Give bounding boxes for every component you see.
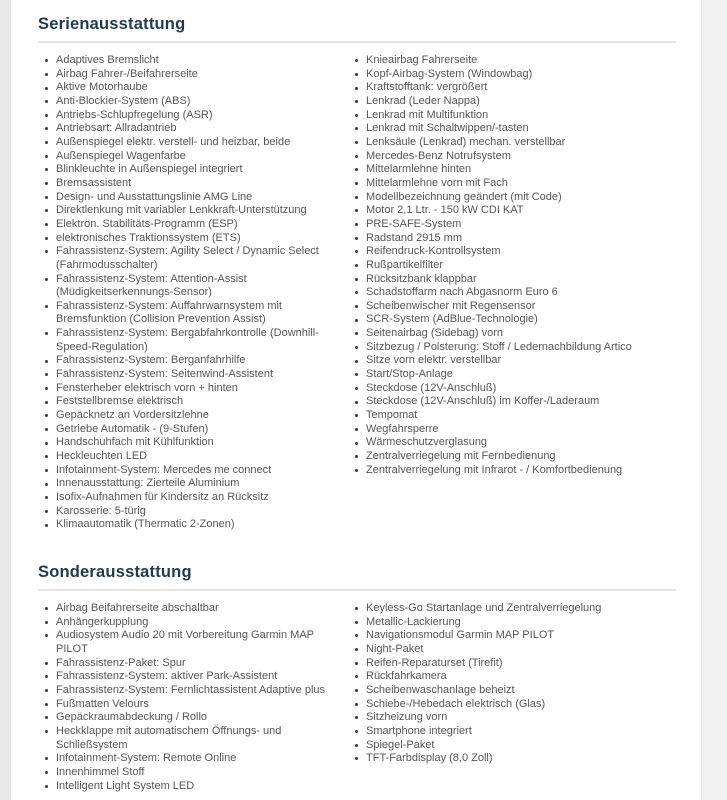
equipment-item-label: Handschuhfach mit Kühlfunktion [56,436,214,449]
bullet-icon [45,442,48,445]
equipment-item-label: Metallic-Lackierung [366,615,461,628]
bullet-icon [355,87,358,90]
bullet-icon [45,278,48,281]
equipment-item [348,450,676,464]
equipment-item-label: Zentralverriegelung mit Infrarot - / Komfortbedienung [366,463,623,476]
equipment-item [348,739,676,753]
bullet-icon [355,100,358,103]
bullet-icon [45,621,48,624]
equipment-item-label: Außenspiegel Wagenfarbe [56,149,186,162]
equipment-item [348,245,676,259]
equipment-item [38,150,348,164]
equipment-item-label: Heckklappe mit automatischem Öffnungs- und Schließsystem [56,724,282,751]
bullet-icon [355,223,358,226]
equipment-item-label: Gepäckraumabdeckung / Rollo [56,711,208,724]
equipment-item [348,191,676,205]
equipment-item [38,711,348,725]
equipment-item [38,54,348,68]
equipment-item [348,259,676,273]
equipment-item-label: Gepäcknetz an Vordersitzlehne [56,409,209,422]
equipment-item [348,136,676,150]
bullet-icon [355,237,358,240]
bullet-icon [355,703,358,706]
equipment-item [348,602,676,616]
equipment-item-label: Fahrassistenz-System: Fernlichtassistent Adaptive plus [56,683,326,696]
equipment-item [38,218,348,232]
bullet-icon [45,332,48,335]
bullet-icon [45,127,48,130]
equipment-item-label: Smartphone integriert [366,724,472,737]
equipment-item [348,327,676,341]
equipment-item-label: Anti-Blockier-System (ABS) [56,94,191,107]
bullet-icon [355,182,358,185]
equipment-item [348,629,676,643]
bullet-icon [355,757,358,760]
equipment-item [38,518,348,532]
bullet-icon [45,483,48,486]
bullet-icon [45,401,48,404]
bullet-icon [355,168,358,171]
equipment-item-label: Innenausstattung: Zierteile Aluminium [56,477,240,490]
equipment-item-label: Fensterheber elektrisch vorn + hinten [56,381,238,394]
bullet-icon [355,689,358,692]
equipment-item [38,629,348,656]
equipment-item [38,616,348,630]
equipment-item-label: Kraftstofftank: vergrößert [366,81,488,94]
bullet-icon [355,730,358,733]
equipment-item [348,423,676,437]
equipment-item [348,725,676,739]
equipment-item [38,68,348,82]
bullet-icon [45,428,48,431]
equipment-item-label: Reifen-Reparaturset (Tirefit) [366,656,503,669]
equipment-item-label: Fußmatten Velours [56,697,149,710]
equipment-item-label: Steckdose (12V-Anschluß) im Koffer-/Laderaum [366,395,600,408]
bullet-icon [45,59,48,62]
bullet-icon [355,414,358,417]
equipment-item-label: Fahrassistenz-System: Seitenwind-Assistent [56,368,274,381]
equipment-item-label: Start/Stop-Anlage [366,368,453,381]
section-divider [38,589,676,591]
equipment-columns [38,602,676,793]
equipment-item-label: Elektron. Stabilitäts-Programm (ESP) [56,217,238,230]
equipment-item-label: Antriebsart: Allradantrieb [56,122,177,135]
bullet-icon [355,114,358,117]
section-sonderausstattung [38,563,676,793]
bullet-icon [355,291,358,294]
equipment-item [38,698,348,712]
page-left-gutter [0,0,11,800]
equipment-item-label: Airbag Fahrer-/Beifahrerseite [56,67,198,80]
section-divider [38,41,676,43]
equipment-item-label: Navigationsmodul Garmin MAP PILOT [366,629,555,642]
equipment-item-label: Kopf-Airbag-System (Windowbag) [366,67,533,80]
equipment-item [38,327,348,354]
bullet-icon [355,373,358,376]
bullet-icon [355,346,358,349]
bullet-icon [45,469,48,472]
equipment-item-label: Aktive Motorhaube [56,81,148,94]
equipment-item-label: Außenspiegel elektr. verstell- und heizbar, beide [56,135,291,148]
equipment-item-label: Heckleuchten LED [56,450,148,463]
equipment-item [348,409,676,423]
equipment-item [348,341,676,355]
equipment-item-label: Karosserie: 5-türig [56,504,146,517]
bullet-icon [355,196,358,199]
bullet-icon [45,305,48,308]
equipment-item [38,191,348,205]
equipment-item [348,163,676,177]
bullet-icon [45,607,48,610]
bullet-icon [355,141,358,144]
equipment-item [348,643,676,657]
equipment-item-label: Fahrassistenz-System: Bergabfahrkontrolle (Downhill-Speed-Regulation) [56,327,319,353]
equipment-item-label: Sitze vorn elektr. verstellbar [366,354,502,367]
equipment-item [348,81,676,95]
bullet-icon [45,730,48,733]
equipment-item-label: Seitenairbag (Sidebag) vorn [366,327,503,340]
equipment-item-label: Fahrassistenz-System: Auffahrwarnsystem mit Bremsfunktion (Collision Prevention Assist) [56,299,282,326]
bullet-icon [355,648,358,651]
equipment-item-label: PRE-SAFE-System [366,217,462,230]
equipment-item-label: Radstand 2915 mm [366,231,462,244]
equipment-item [38,766,348,780]
equipment-item [38,752,348,766]
bullet-icon [45,524,48,527]
equipment-item-label: Design- und Ausstattungslinie AMG Line [56,190,253,203]
equipment-item [38,670,348,684]
equipment-item [38,109,348,123]
equipment-item-label: Rußpartikelfilter [366,258,444,271]
equipment-item-label: Intelligent Light System LED [56,779,195,792]
equipment-item-label: Modellbezeichnung geändert (mit Code) [366,190,562,203]
equipment-item [348,95,676,109]
section-serienausstattung [38,15,676,532]
bullet-icon [45,100,48,103]
bullet-icon [355,716,358,719]
bullet-icon [45,182,48,185]
equipment-item [38,95,348,109]
equipment-item [38,122,348,136]
section-title-sonderausstattung: Sonderausstattung [38,562,192,581]
bullet-icon [45,155,48,158]
bullet-icon [355,469,358,472]
equipment-item [348,218,676,232]
equipment-item-label: Bremsassistent [56,176,132,189]
bullet-icon [355,401,358,404]
equipment-item-label: Night-Paket [366,642,424,655]
bullet-icon [45,675,48,678]
bullet-icon [355,607,358,610]
bullet-icon [45,662,48,665]
equipment-item [348,232,676,246]
equipment-item-label: Lenksäule (Lenkrad) mechan. verstellbar [366,135,566,148]
equipment-item-label: Fahrassistenz-System: aktiver Park-Assistent [56,670,278,683]
equipment-item-label: Scheibenwischer mit Regensensor [366,299,536,312]
equipment-item-label: SCR-System (AdBlue-Technologie) [366,313,538,326]
equipment-item-label: Sitzheizung vorn [366,711,448,724]
equipment-item [348,150,676,164]
bullet-icon [355,442,358,445]
bullet-icon [355,744,358,747]
equipment-item [38,163,348,177]
bullet-icon [355,387,358,390]
equipment-item-label: Infotainment-System: Remote Online [56,752,237,765]
bullet-icon [355,73,358,76]
equipment-item [38,450,348,464]
equipment-item [38,657,348,671]
bullet-icon [355,428,358,431]
equipment-item-label: Antriebs-Schlupfregelung (ASR) [56,108,213,121]
page-right-gutter [701,0,727,800]
bullet-icon [45,716,48,719]
equipment-item-label: Rücksitzbank klappbar [366,272,477,285]
equipment-item [38,725,348,752]
equipment-item [348,122,676,136]
equipment-item [348,68,676,82]
equipment-item [38,423,348,437]
bullet-icon [355,621,358,624]
equipment-item [38,300,348,327]
bullet-icon [355,264,358,267]
section-title-serienausstattung: Serienausstattung [38,15,186,33]
equipment-item-label: Fahrassistenz-Paket: Spur [56,656,186,669]
equipment-item-label: Rückfahrkamera [366,670,447,683]
equipment-item-label: Tempomat [366,409,418,422]
equipment-item [348,657,676,671]
equipment-item [348,616,676,630]
equipment-item-label: Isofix-Aufnahmen für Kindersitz an Rücksitz [56,491,269,503]
bullet-icon [355,675,358,678]
equipment-item-label: Audiosystem Audio 20 mit Vorbereitung Garmin MAP PILOT [56,629,314,655]
equipment-item-label: Lenkrad (Leder Nappa) [366,94,480,107]
bullet-icon [355,332,358,335]
bullet-icon [45,387,48,390]
equipment-column-left [38,602,348,793]
bullet-icon [45,87,48,90]
equipment-panel [38,0,676,793]
equipment-item [38,464,348,478]
bullet-icon [45,373,48,376]
equipment-item [38,602,348,616]
equipment-item [38,684,348,698]
equipment-item [38,245,348,272]
equipment-item [38,136,348,150]
equipment-item-label: Infotainment-System: Mercedes me connect [56,463,272,476]
equipment-item [38,382,348,396]
bullet-icon [45,703,48,706]
equipment-item-label: Blinkleuchte in Außenspiegel integriert [56,163,243,176]
equipment-item [348,354,676,368]
bullet-icon [355,319,358,322]
equipment-item-label: Mercedes-Benz Notrufsystem [366,149,511,162]
equipment-item [348,670,676,684]
equipment-item-label: Direktlenkung mit variabler Lenkkraft-Unterstützung [56,204,307,217]
equipment-item [38,204,348,218]
equipment-item-label: Fahrassistenz-System: Attention-Assist (Müdigkeitserkennungs-Sensor) [56,272,247,299]
equipment-item-label: Steckdose (12V-Anschluß) [366,381,497,394]
bullet-icon [45,496,48,499]
bullet-icon [45,114,48,117]
bullet-icon [45,785,48,788]
equipment-item-label: Fahrassistenz-System: Berganfahrhilfe [56,354,246,367]
equipment-item-label: Fahrassistenz-System: Agility Select / Dynamic Select (Fahrmodusschalter) [56,245,319,271]
equipment-item-label: Spiegel-Paket [366,738,435,751]
bullet-icon [355,127,358,130]
equipment-item [348,684,676,698]
equipment-column-right [348,602,676,793]
equipment-item [38,395,348,409]
bullet-icon [45,414,48,417]
equipment-item-label: Anhängerkupplung [56,615,149,628]
bullet-icon [45,771,48,774]
equipment-item-label: Feststellbremse elektrisch [56,395,184,408]
bullet-icon [45,209,48,212]
bullet-icon [45,168,48,171]
bullet-icon [45,455,48,458]
bullet-icon [45,73,48,76]
bullet-icon [355,278,358,281]
equipment-item-label: Getriebe Automatik - (9-Stufen) [56,422,209,435]
bullet-icon [355,250,358,253]
equipment-item [348,313,676,327]
bullet-icon [45,510,48,513]
equipment-item-label: Scheibenwaschanlage beheizt [366,683,515,696]
equipment-item-label: Airbag Beifahrerseite abschaltbar [56,601,219,614]
equipment-item-label: Schiebe-/Hebedach elektrisch (Glas) [366,697,546,710]
equipment-item-label: Lenkrad mit Schaltwippen/-tasten [366,122,529,135]
equipment-column-left [38,54,348,532]
bullet-icon [355,59,358,62]
equipment-item [38,232,348,246]
bullet-icon [45,250,48,253]
equipment-item-label: elektronisches Traktionssystem (ETS) [56,231,241,244]
bullet-icon [355,662,358,665]
equipment-item [348,436,676,450]
equipment-item-label: Sitzbezug / Polsterung: Stoff / Ledernachbildung Artico [366,340,632,353]
equipment-item [348,698,676,712]
equipment-item [348,286,676,300]
equipment-item-label: Motor 2,1 Ltr. - 150 kW CDI KAT [366,204,524,217]
equipment-item [38,436,348,450]
bullet-icon [45,689,48,692]
equipment-item [348,395,676,409]
bullet-icon [355,155,358,158]
equipment-item [38,368,348,382]
equipment-item-label: Reifendruck-Kontrollsystem [366,245,501,258]
equipment-item [38,177,348,191]
bullet-icon [355,455,358,458]
equipment-item [348,273,676,287]
equipment-item-label: TFT-Farbdisplay (8,0 Zoll) [366,752,493,765]
equipment-item [348,54,676,68]
bullet-icon [355,634,358,637]
equipment-item [38,491,348,505]
equipment-item-label: Wärmeschutzverglasung [366,436,488,449]
equipment-item [348,382,676,396]
equipment-item-label: Innenhimmel Stoff [56,765,145,778]
equipment-item [348,204,676,218]
equipment-item [348,300,676,314]
equipment-item [348,711,676,725]
equipment-columns [38,54,676,532]
equipment-item [348,464,676,478]
bullet-icon [45,237,48,240]
equipment-item-label: Adaptives Bremslicht [56,54,159,66]
bullet-icon [45,634,48,637]
bullet-icon [45,223,48,226]
equipment-item [38,273,348,300]
equipment-item [38,780,348,794]
bullet-icon [355,305,358,308]
equipment-item [348,368,676,382]
equipment-item [348,177,676,191]
bullet-icon [45,196,48,199]
equipment-item-label: Zentralverriegelung mit Fernbedienung [366,450,556,463]
equipment-item [38,81,348,95]
equipment-item [38,477,348,491]
equipment-item [348,109,676,123]
equipment-column-right [348,54,676,532]
equipment-item [38,505,348,519]
equipment-item-label: Keyless-Go Startanlage und Zentralverriegelung [366,601,602,614]
equipment-item [38,354,348,368]
bullet-icon [355,360,358,363]
bullet-icon [355,209,358,212]
equipment-item-label: Mittelarmlehne vorn mit Fach [366,176,508,189]
bullet-icon [45,757,48,760]
equipment-item [38,409,348,423]
bullet-icon [45,141,48,144]
equipment-item-label: Mittelarmlehne hinten [366,163,472,176]
equipment-item [348,752,676,766]
equipment-item-label: Lenkrad mit Multifunktion [366,108,489,121]
bullet-icon [45,360,48,363]
equipment-item-label: Schadstoffarm nach Abgasnorm Euro 6 [366,286,558,299]
equipment-item-label: Wegfahrsperre [366,422,439,435]
equipment-item-label: Knieairbag Fahrerseite [366,54,478,66]
equipment-item-label: Klimaautomatik (Thermatic 2-Zonen) [56,518,235,531]
